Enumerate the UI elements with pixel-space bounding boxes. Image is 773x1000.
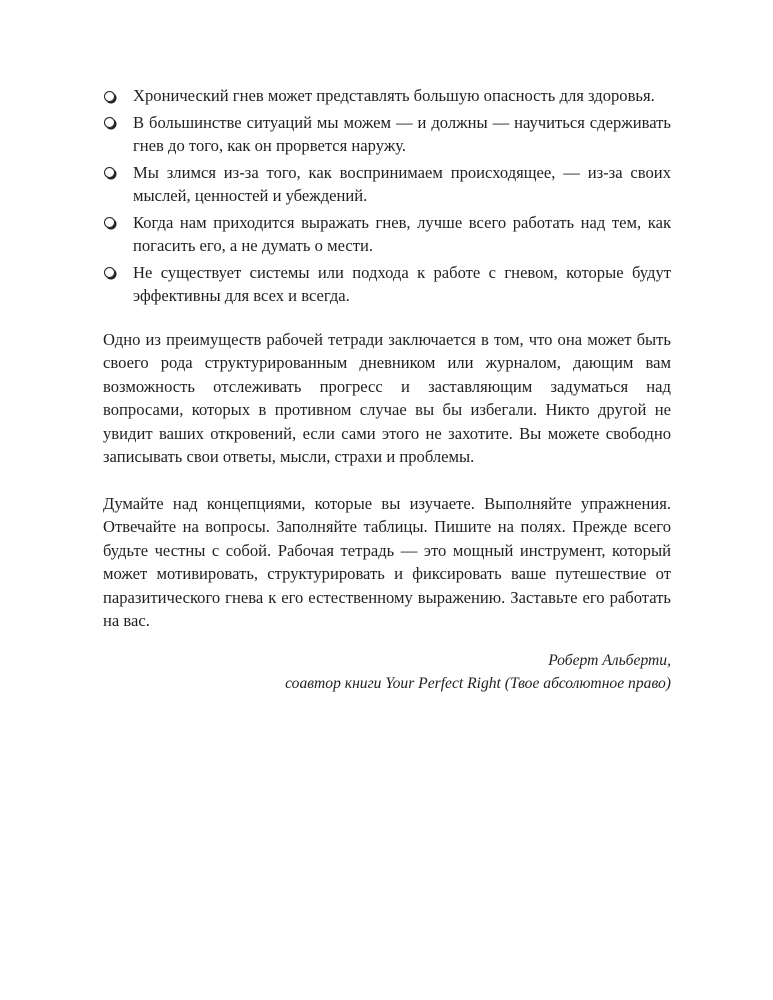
author-signature [103,649,671,695]
list-item-text: Когда нам приходится выражать гнев, лучше всего работать над тем, как погасить его, а не думать о мести. [133,212,671,255]
list-item-text: Мы злимся из-за того, как воспринимаем происходящее, — из-за своих мыслей, ценностей и убеждений. [133,162,671,205]
circle-bullet-icon [104,117,115,128]
circle-bullet-icon [104,91,115,102]
list-item [103,211,671,258]
page-content [103,84,671,695]
list-item [103,261,671,308]
circle-bullet-icon [104,267,115,278]
list-item-text: Хронический гнев может представлять большую опасность для здоровья. [133,86,655,105]
list-item [103,111,671,158]
author-role: соавтор книги Your Perfect Right (Твое абсолютное право) [285,674,671,692]
key-points-list [103,84,671,308]
list-item [103,161,671,208]
body-paragraph: Думайте над концепциями, которые вы изучаете. Выполняйте упражнения. Отвечайте на вопросы. Заполняйте таблицы. Пишите на полях. Прежде всего будьте честны с собой. Рабочая тетрадь — это мощный инструмент, который может мотивировать, структурировать и фиксировать ваше путешествие от паразитического гнева к его естественному выражению. Заставьте его работать на вас. [103,493,671,630]
circle-bullet-icon [104,167,115,178]
author-name: Роберт Альберти, [548,651,671,669]
list-item-text: Не существует системы или подхода к работе с гневом, которые будут эффективны для всех и всегда. [133,262,671,305]
list-item [103,84,671,108]
circle-bullet-icon [104,217,115,228]
body-paragraph: Одно из преимуществ рабочей тетради заключается в том, что она может быть своего рода структурированным дневником или журналом, дающим вам возможность отслеживать прогресс и заставляющим задуматься над вопросами, которых в противном случае вы бы избегали. Никто другой не увидит ваших откровений, если сами этого не захотите. Вы можете свободно записывать свои ответы, мысли, страхи и проблемы. [103,329,671,466]
list-item-text: В большинстве ситуаций мы можем — и должны — научиться сдерживать гнев до того, как он прорвется наружу. [133,112,671,155]
